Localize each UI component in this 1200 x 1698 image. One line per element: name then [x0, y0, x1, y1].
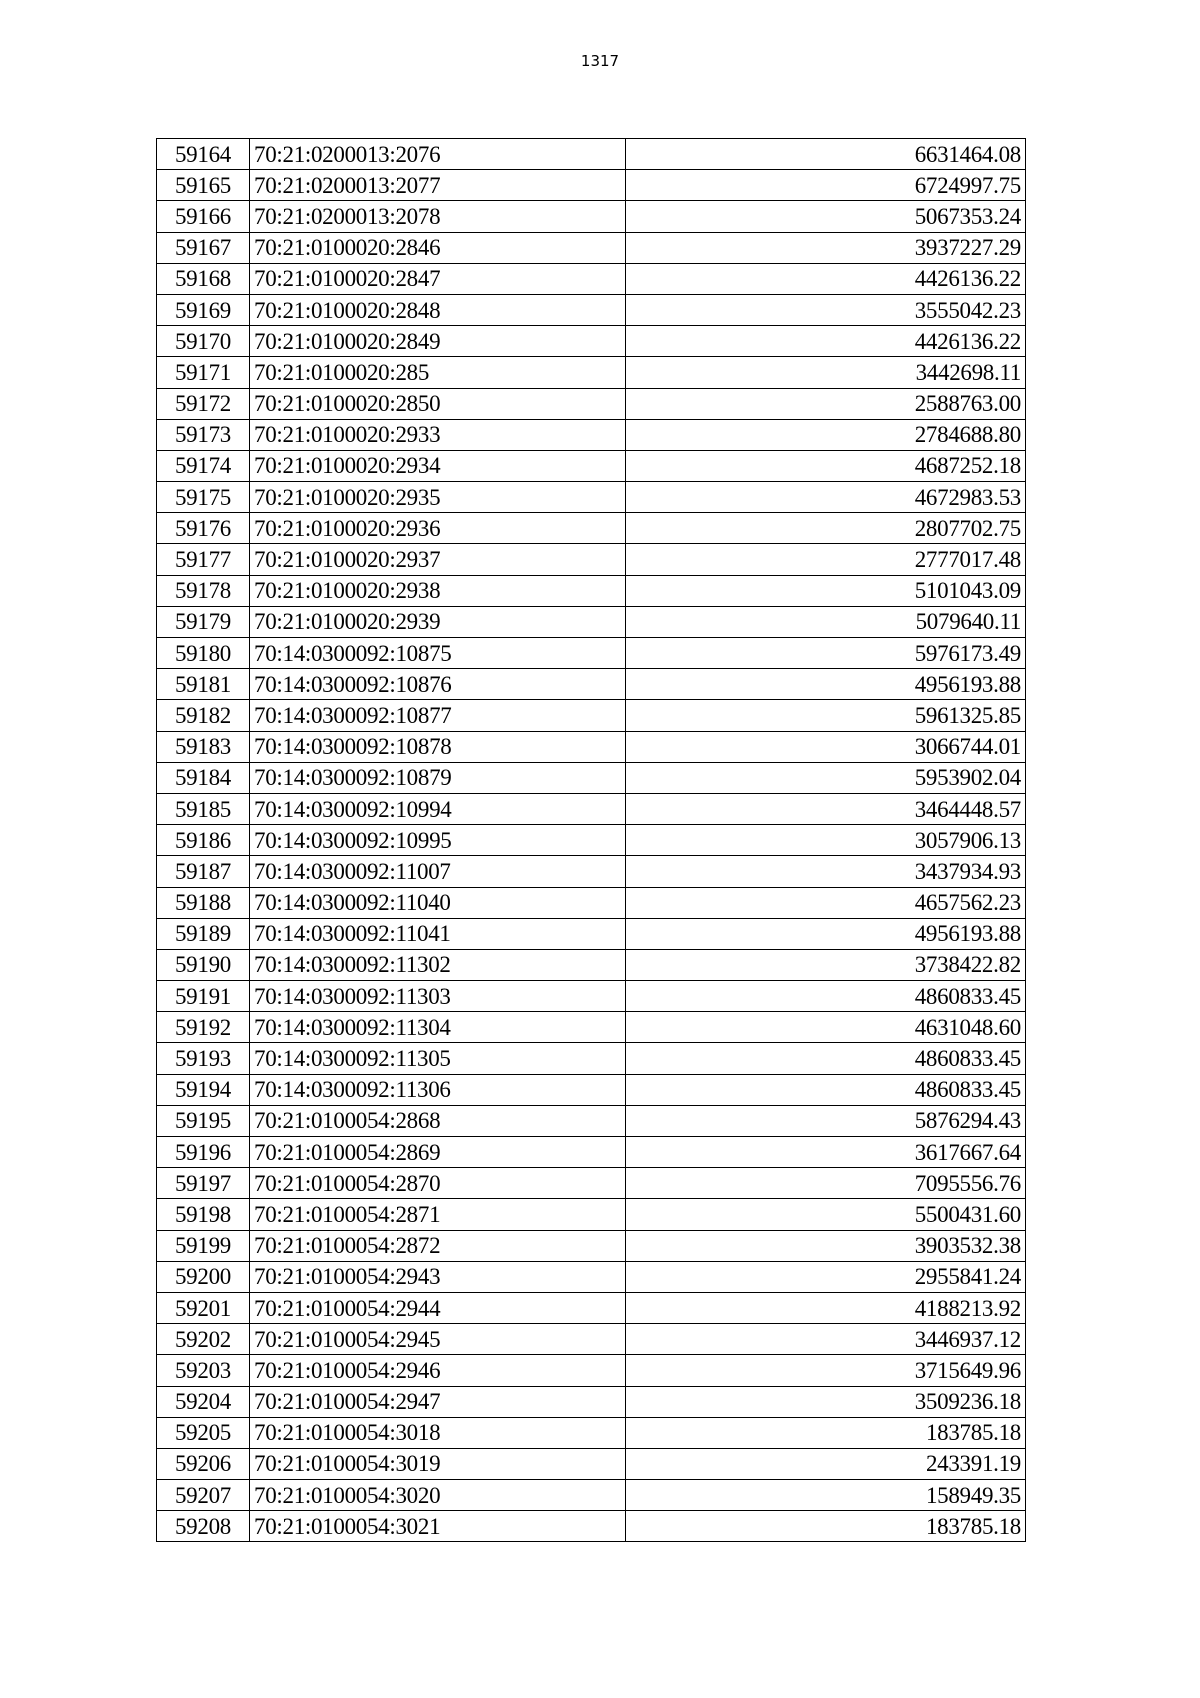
row-number-cell: 59175: [157, 482, 250, 513]
value-cell: 2588763.00: [626, 388, 1026, 419]
table-row: [157, 1074, 1026, 1105]
cadastral-number-cell: 70:21:0100054:2871: [250, 1199, 626, 1230]
row-number-cell: 59204: [157, 1386, 250, 1417]
table-row: [157, 1012, 1026, 1043]
cadastral-number-cell: 70:21:0100054:2872: [250, 1230, 626, 1261]
cadastral-number-cell: 70:21:0100054:2944: [250, 1292, 626, 1323]
row-number-cell: 59198: [157, 1199, 250, 1230]
cadastral-number-cell: 70:21:0100020:2846: [250, 232, 626, 263]
row-number-cell: 59202: [157, 1324, 250, 1355]
cadastral-number-cell: 70:21:0100054:3021: [250, 1511, 626, 1542]
row-number-cell: 59169: [157, 294, 250, 325]
value-cell: 4188213.92: [626, 1292, 1026, 1323]
cadastral-number-cell: 70:14:0300092:10879: [250, 762, 626, 793]
value-cell: 2955841.24: [626, 1261, 1026, 1292]
value-cell: 5067353.24: [626, 201, 1026, 232]
table-row: [157, 638, 1026, 669]
row-number-cell: 59180: [157, 638, 250, 669]
row-number-cell: 59207: [157, 1480, 250, 1511]
table-row: [157, 419, 1026, 450]
row-number-cell: 59185: [157, 793, 250, 824]
row-number-cell: 59190: [157, 949, 250, 980]
table-row: [157, 1448, 1026, 1479]
cadastral-number-cell: 70:21:0100020:2938: [250, 575, 626, 606]
cadastral-number-cell: 70:21:0100020:2937: [250, 544, 626, 575]
table-row: [157, 263, 1026, 294]
row-number-cell: 59208: [157, 1511, 250, 1542]
value-cell: 4860833.45: [626, 981, 1026, 1012]
table-row: [157, 949, 1026, 980]
table-row: [157, 575, 1026, 606]
cadastral-number-cell: 70:21:0100054:2869: [250, 1137, 626, 1168]
table-row: [157, 482, 1026, 513]
value-cell: 4860833.45: [626, 1043, 1026, 1074]
table-row: [157, 856, 1026, 887]
cadastral-number-cell: 70:21:0100054:2947: [250, 1386, 626, 1417]
cadastral-number-cell: 70:14:0300092:11007: [250, 856, 626, 887]
row-number-cell: 59182: [157, 700, 250, 731]
value-cell: 3903532.38: [626, 1230, 1026, 1261]
row-number-cell: 59188: [157, 887, 250, 918]
cadastral-number-cell: 70:21:0100054:2943: [250, 1261, 626, 1292]
cadastral-number-cell: 70:21:0100020:285: [250, 357, 626, 388]
value-cell: 3555042.23: [626, 294, 1026, 325]
value-cell: 2777017.48: [626, 544, 1026, 575]
row-number-cell: 59166: [157, 201, 250, 232]
cadastral-number-cell: 70:21:0100020:2848: [250, 294, 626, 325]
value-cell: 3437934.93: [626, 856, 1026, 887]
cadastral-number-cell: 70:21:0200013:2078: [250, 201, 626, 232]
cadastral-number-cell: 70:21:0100020:2939: [250, 606, 626, 637]
table-row: [157, 918, 1026, 949]
row-number-cell: 59191: [157, 981, 250, 1012]
table-row: [157, 513, 1026, 544]
row-number-cell: 59205: [157, 1417, 250, 1448]
page-number: 1317: [580, 52, 620, 70]
row-number-cell: 59168: [157, 263, 250, 294]
value-cell: 3446937.12: [626, 1324, 1026, 1355]
table-row: [157, 232, 1026, 263]
row-number-cell: 59164: [157, 139, 250, 170]
cadastral-number-cell: 70:14:0300092:10994: [250, 793, 626, 824]
row-number-cell: 59206: [157, 1448, 250, 1479]
cadastral-number-cell: 70:14:0300092:11303: [250, 981, 626, 1012]
row-number-cell: 59196: [157, 1137, 250, 1168]
row-number-cell: 59183: [157, 731, 250, 762]
value-cell: 4956193.88: [626, 669, 1026, 700]
table-row: [157, 1417, 1026, 1448]
table-row: [157, 731, 1026, 762]
cadastral-number-cell: 70:14:0300092:11040: [250, 887, 626, 918]
cadastral-number-cell: 70:21:0100054:2868: [250, 1105, 626, 1136]
table-row: [157, 170, 1026, 201]
row-number-cell: 59170: [157, 326, 250, 357]
cadastral-number-cell: 70:21:0100054:2945: [250, 1324, 626, 1355]
value-cell: 3617667.64: [626, 1137, 1026, 1168]
value-cell: 5101043.09: [626, 575, 1026, 606]
value-cell: 243391.19: [626, 1448, 1026, 1479]
row-number-cell: 59174: [157, 450, 250, 481]
table-body: [157, 139, 1026, 1542]
value-cell: 5976173.49: [626, 638, 1026, 669]
cadastral-number-cell: 70:21:0200013:2077: [250, 170, 626, 201]
table-row: [157, 1480, 1026, 1511]
table-row: [157, 793, 1026, 824]
value-cell: 2784688.80: [626, 419, 1026, 450]
row-number-cell: 59199: [157, 1230, 250, 1261]
table-row: [157, 450, 1026, 481]
cadastral-number-cell: 70:21:0200013:2076: [250, 139, 626, 170]
table-row: [157, 326, 1026, 357]
value-cell: 4860833.45: [626, 1074, 1026, 1105]
row-number-cell: 59201: [157, 1292, 250, 1323]
row-number-cell: 59171: [157, 357, 250, 388]
cadastral-number-cell: 70:14:0300092:10878: [250, 731, 626, 762]
table-row: [157, 294, 1026, 325]
value-cell: 5876294.43: [626, 1105, 1026, 1136]
value-cell: 3937227.29: [626, 232, 1026, 263]
value-cell: 4687252.18: [626, 450, 1026, 481]
row-number-cell: 59187: [157, 856, 250, 887]
table-row: [157, 1168, 1026, 1199]
value-cell: 183785.18: [626, 1511, 1026, 1542]
row-number-cell: 59184: [157, 762, 250, 793]
row-number-cell: 59195: [157, 1105, 250, 1136]
table-row: [157, 201, 1026, 232]
table-row: [157, 1386, 1026, 1417]
row-number-cell: 59176: [157, 513, 250, 544]
cadastral-number-cell: 70:21:0100020:2850: [250, 388, 626, 419]
cadastral-number-cell: 70:14:0300092:10875: [250, 638, 626, 669]
value-cell: 7095556.76: [626, 1168, 1026, 1199]
cadastral-number-cell: 70:14:0300092:10876: [250, 669, 626, 700]
value-cell: 5500431.60: [626, 1199, 1026, 1230]
table-row: [157, 887, 1026, 918]
value-cell: 4956193.88: [626, 918, 1026, 949]
value-cell: 4657562.23: [626, 887, 1026, 918]
value-cell: 3442698.11: [626, 357, 1026, 388]
cadastral-number-cell: 70:14:0300092:11302: [250, 949, 626, 980]
cadastral-number-cell: 70:21:0100020:2935: [250, 482, 626, 513]
table-row: [157, 669, 1026, 700]
table-row: [157, 139, 1026, 170]
row-number-cell: 59165: [157, 170, 250, 201]
row-number-cell: 59179: [157, 606, 250, 637]
row-number-cell: 59172: [157, 388, 250, 419]
value-cell: 4631048.60: [626, 1012, 1026, 1043]
cadastral-number-cell: 70:21:0100020:2847: [250, 263, 626, 294]
table-row: [157, 700, 1026, 731]
table-row: [157, 1324, 1026, 1355]
value-cell: 183785.18: [626, 1417, 1026, 1448]
value-cell: 3738422.82: [626, 949, 1026, 980]
table-row: [157, 1292, 1026, 1323]
table-row: [157, 1137, 1026, 1168]
cadastral-number-cell: 70:14:0300092:10877: [250, 700, 626, 731]
cadastral-number-cell: 70:21:0100020:2849: [250, 326, 626, 357]
table-row: [157, 1511, 1026, 1542]
value-cell: 4426136.22: [626, 326, 1026, 357]
cadastral-number-cell: 70:14:0300092:11304: [250, 1012, 626, 1043]
cadastral-number-cell: 70:21:0100020:2934: [250, 450, 626, 481]
value-cell: 4672983.53: [626, 482, 1026, 513]
data-table: [156, 138, 1026, 1542]
table-row: [157, 981, 1026, 1012]
cadastral-number-cell: 70:21:0100054:3020: [250, 1480, 626, 1511]
table-row: [157, 1230, 1026, 1261]
cadastral-number-cell: 70:21:0100020:2933: [250, 419, 626, 450]
table-row: [157, 762, 1026, 793]
cadastral-number-cell: 70:21:0100054:2946: [250, 1355, 626, 1386]
table-row: [157, 1105, 1026, 1136]
row-number-cell: 59203: [157, 1355, 250, 1386]
value-cell: 6631464.08: [626, 139, 1026, 170]
row-number-cell: 59167: [157, 232, 250, 263]
row-number-cell: 59200: [157, 1261, 250, 1292]
value-cell: 5953902.04: [626, 762, 1026, 793]
value-cell: 4426136.22: [626, 263, 1026, 294]
value-cell: 3509236.18: [626, 1386, 1026, 1417]
row-number-cell: 59192: [157, 1012, 250, 1043]
table-row: [157, 544, 1026, 575]
cadastral-number-cell: 70:21:0100054:3019: [250, 1448, 626, 1479]
table-row: [157, 388, 1026, 419]
cadastral-number-cell: 70:14:0300092:11305: [250, 1043, 626, 1074]
row-number-cell: 59186: [157, 825, 250, 856]
value-cell: 3066744.01: [626, 731, 1026, 762]
row-number-cell: 59193: [157, 1043, 250, 1074]
cadastral-number-cell: 70:21:0100020:2936: [250, 513, 626, 544]
row-number-cell: 59189: [157, 918, 250, 949]
cadastral-number-cell: 70:14:0300092:10995: [250, 825, 626, 856]
table-row: [157, 1199, 1026, 1230]
value-cell: 5079640.11: [626, 606, 1026, 637]
cadastral-number-cell: 70:21:0100054:3018: [250, 1417, 626, 1448]
value-cell: 3464448.57: [626, 793, 1026, 824]
table-row: [157, 825, 1026, 856]
row-number-cell: 59181: [157, 669, 250, 700]
table-row: [157, 1355, 1026, 1386]
row-number-cell: 59173: [157, 419, 250, 450]
row-number-cell: 59197: [157, 1168, 250, 1199]
row-number-cell: 59177: [157, 544, 250, 575]
table-row: [157, 1261, 1026, 1292]
row-number-cell: 59178: [157, 575, 250, 606]
cadastral-number-cell: 70:14:0300092:11306: [250, 1074, 626, 1105]
cadastral-number-cell: 70:14:0300092:11041: [250, 918, 626, 949]
table-row: [157, 606, 1026, 637]
value-cell: 6724997.75: [626, 170, 1026, 201]
table-row: [157, 1043, 1026, 1074]
value-cell: 3715649.96: [626, 1355, 1026, 1386]
value-cell: 5961325.85: [626, 700, 1026, 731]
cadastral-number-cell: 70:21:0100054:2870: [250, 1168, 626, 1199]
value-cell: 158949.35: [626, 1480, 1026, 1511]
table-row: [157, 357, 1026, 388]
value-cell: 2807702.75: [626, 513, 1026, 544]
value-cell: 3057906.13: [626, 825, 1026, 856]
row-number-cell: 59194: [157, 1074, 250, 1105]
